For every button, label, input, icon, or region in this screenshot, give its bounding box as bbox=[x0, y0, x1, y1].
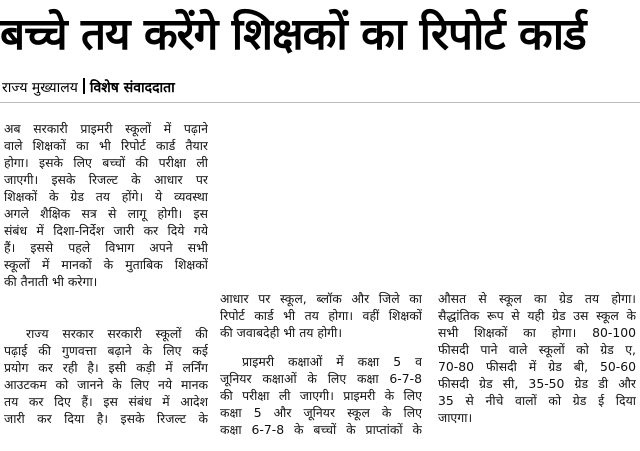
text-line: जाएगी। इसके रिजल्ट के आधार पर bbox=[4, 172, 208, 187]
headline: बच्चे तय करेंगे शिक्षकों का रिपोर्ट कार्ड bbox=[0, 9, 586, 60]
text-line: राज्य सरकार सरकारी स्कूलों की bbox=[26, 326, 208, 341]
text-line: पढ़ाई की गुणवत्ता बढ़ाने के लिए कई bbox=[4, 343, 208, 358]
byline-separator bbox=[83, 78, 85, 94]
column2-paragraph1 bbox=[220, 290, 422, 341]
text-line: फीसदी पाने वाले स्कूलों को ग्रेड ए, bbox=[438, 342, 636, 357]
text-line: संबंध में दिशा-निर्देश जारी कर दिये गये bbox=[4, 223, 208, 238]
text-line: कक्षा 5 और जूनियर स्कूल के लिए bbox=[220, 405, 422, 420]
text-line: की तैनाती भी करेगा। bbox=[4, 274, 98, 289]
text-line: 70-80 फीसदी में ग्रेड बी, 50-60 bbox=[438, 359, 636, 374]
text-line: जूनियर कक्षाओं के लिए कक्षा 6-7-8 bbox=[220, 371, 422, 386]
text-line: प्राइमरी कक्षाओं में कक्षा 5 व bbox=[242, 354, 422, 369]
text-line: होगा। इसके लिए बच्चों की परीक्षा ली bbox=[4, 155, 208, 170]
byline-rule bbox=[0, 102, 640, 103]
text-line: जारी कर दिया है। इसके रिजल्ट के bbox=[4, 411, 208, 426]
byline-reporter: विशेष संवाददाता bbox=[89, 80, 175, 96]
text-line: की परीक्षा ली जाएगी। प्राइमरी के लिए bbox=[220, 388, 422, 403]
column2-paragraph2 bbox=[220, 353, 422, 438]
column3-paragraph1 bbox=[438, 290, 636, 426]
text-line: फीसदी ग्रेड सी, 35-50 ग्रेड डी और bbox=[438, 376, 636, 391]
text-line: औसत से स्कूल का ग्रेड तय होगा। bbox=[438, 291, 636, 306]
text-line: अब सरकारी प्राइमरी स्कूलों में पढ़ाने bbox=[4, 121, 208, 136]
column1-paragraph2 bbox=[4, 325, 208, 427]
text-line: आधार पर स्कूल, ब्लॉक और जिले का bbox=[220, 291, 422, 306]
text-line: रिपोर्ट कार्ड भी तय होगा। वहीं शिक्षकों bbox=[220, 308, 422, 323]
text-line: शिक्षकों के ग्रेड तय होंगे। ये व्यवस्था bbox=[4, 189, 208, 204]
column1-paragraph1 bbox=[4, 120, 208, 290]
text-line: कक्षा 6-7-8 के बच्चों के प्राप्तांकों के bbox=[220, 422, 422, 437]
text-line: की जवाबदेही भी तय होगी। bbox=[220, 325, 343, 340]
text-line: अगले शैक्षिक सत्र से लागू होगी। इस bbox=[4, 206, 208, 221]
text-line: हैं। इससे पहले विभाग अपने सभी bbox=[4, 240, 208, 255]
text-line: सैद्धांतिक रूप से यही ग्रेड उस स्कूल के bbox=[438, 308, 636, 323]
text-line: वाले शिक्षकों का भी रिपोर्ट कार्ड तैयार bbox=[4, 138, 208, 153]
text-line: आउटकम को जानने के लिए नये मानक bbox=[4, 377, 208, 392]
text-line: जाएगा। bbox=[438, 410, 473, 425]
text-line: स्कूलों में मानकों के मुताबिक शिक्षकों bbox=[4, 257, 208, 272]
text-line: 35 से नीचे वालों को ग्रेड ई दिया bbox=[438, 393, 636, 408]
text-line: सभी शिक्षकों का होगा। 80-100 bbox=[438, 325, 636, 340]
text-line: तय कर दिए हैं। इस संबंध में आदेश bbox=[4, 394, 208, 409]
byline-bureau: राज्य मुख्यालय bbox=[2, 80, 78, 96]
byline bbox=[2, 76, 175, 100]
text-line: प्रयोग कर रही है। इसी कड़ी में लर्निंग bbox=[4, 360, 208, 375]
